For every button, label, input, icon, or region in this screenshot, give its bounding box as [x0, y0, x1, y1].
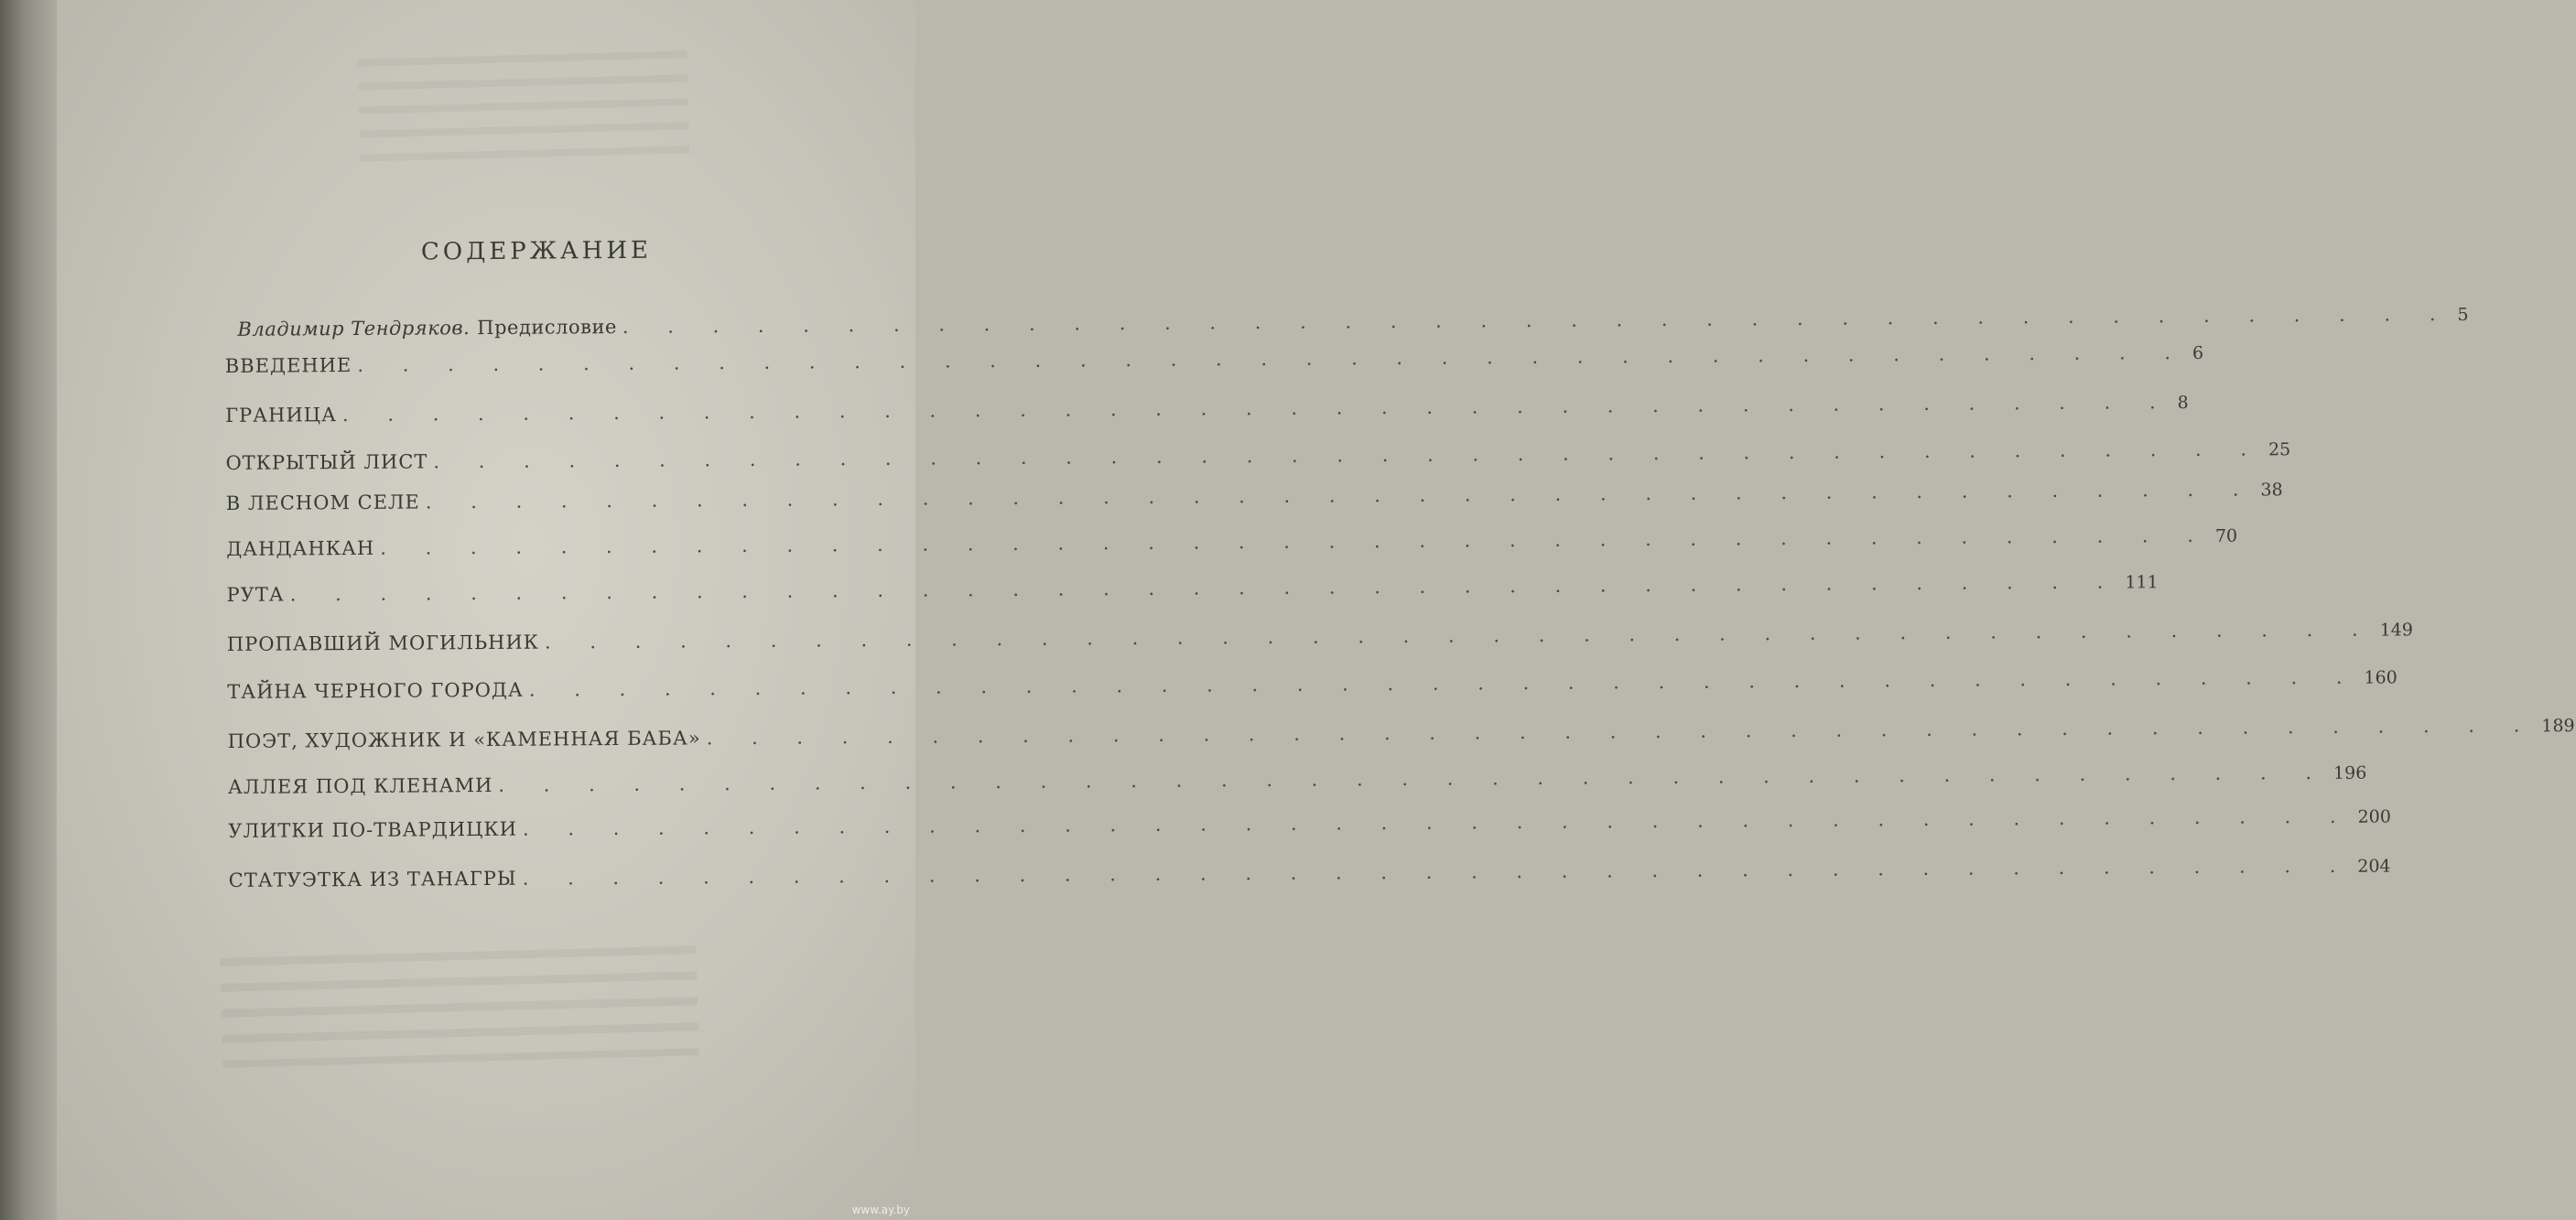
- toc-entry-page: 25: [2268, 439, 2291, 460]
- toc-entry-label: УЛИТКИ ПО-ТВАРДИЦКИ: [228, 817, 518, 842]
- toc-entry-label: ГРАНИЦА: [225, 404, 338, 426]
- toc-leader-dots: . . . . . . . . . . . . . . . . . . . . . . . . . . . . . . . . . . . . . . . . .: [341, 391, 2172, 426]
- toc-entry-page: 189: [2541, 716, 2575, 737]
- toc-entry: [225, 391, 2189, 436]
- toc-entry: [224, 341, 2204, 386]
- toc-leader-dots: . . . . . . . . . . . . . . . . . . . . . . . . . . . . . . . . . . . . . . . . .: [522, 854, 2353, 890]
- toc-entry-page: 8: [2177, 393, 2189, 414]
- toc-leader-dots: . . . . . . . . . . . . . . . . . . . . . . . . . . . . . . . . . . . . . . . . .: [425, 478, 2256, 513]
- bleed-through-block-top: [357, 50, 689, 168]
- toc-entry-page: 5: [2457, 304, 2469, 325]
- toc-entry-label: ПРОПАВШИЙ МОГИЛЬНИК: [226, 631, 540, 655]
- toc-leader-dots: . . . . . . . . . . . . . . . . . . . . . . . . . . . . . . . . . . . . . . . . .: [433, 437, 2264, 473]
- bleed-through-block-bottom: [221, 945, 699, 1068]
- toc-leader-dots: . . . . . . . . . . . . . . . . . . . . . . . . . . . . . . . . . . . . . . . . .: [622, 303, 2452, 338]
- toc-entry-label: ВВЕДЕНИЕ: [224, 354, 352, 377]
- toc-entry: [227, 665, 2397, 712]
- toc-entry: [225, 478, 2283, 524]
- toc-entry-label: ПОЭТ, ХУДОЖНИК И «КАМЕННАЯ БАБА»: [227, 727, 701, 752]
- toc-entry-page: 6: [2192, 342, 2204, 363]
- toc-entry-page: 70: [2214, 525, 2238, 546]
- toc-entry: [226, 618, 2413, 664]
- toc-entry-page: 111: [2125, 572, 2159, 593]
- toc-leader-dots: . . . . . . . . . . . . . . . . . . . . . . . . . . . . . . . . . . . . . . . . .: [544, 618, 2375, 653]
- toc-entry-label: Предисловие: [477, 316, 617, 340]
- toc-leader-dots: . . . . . . . . . . . . . . . . . . . . . . . . . . . . . . . . . . . . . . . . .: [289, 570, 2120, 606]
- toc-entry-label: СТАТУЭТКА ИЗ ТАНАГРЫ: [228, 867, 517, 891]
- toc-entry-label: РУТА: [226, 583, 285, 606]
- toc-entry: [226, 570, 2159, 615]
- toc-leader-dots: . . . . . . . . . . . . . . . . . . . . . . . . . . . . . . . . . . . . . . . . .: [380, 524, 2210, 559]
- toc-entry: [227, 714, 2575, 761]
- toc-entry-page: 149: [2379, 620, 2413, 641]
- toc-leader-dots: . . . . . . . . . . . . . . . . . . . . . . . . . . . . . . . . . . . . . . . . .: [498, 761, 2329, 796]
- toc-entry-label: ОТКРЫТЫЙ ЛИСТ: [225, 450, 428, 474]
- toc-entry: [228, 854, 2391, 901]
- toc-entry-page: 200: [2357, 806, 2391, 827]
- toc-leader-dots: . . . . . . . . . . . . . . . . . . . . . . . . . . . . . . . . . . . . . . . . .: [528, 665, 2359, 701]
- toc-leader-dots: . . . . . . . . . . . . . . . . . . . . . . . . . . . . . . . . . . . . . . . . .: [357, 341, 2188, 376]
- toc-entry-label: ТАЙНА ЧЕРНОГО ГОРОДА: [227, 678, 524, 703]
- toc-entry-page: 196: [2332, 762, 2367, 783]
- toc-entry-label: В ЛЕСНОМ СЕЛЕ: [225, 491, 420, 514]
- toc-entry: [227, 761, 2367, 807]
- toc-leader-dots: . . . . . . . . . . . . . . . . . . . . . . . . . . . . . . . . . . . . . . . . .: [522, 804, 2353, 840]
- toc-entry: [228, 804, 2391, 851]
- site-watermark: www.ay.by: [851, 1204, 910, 1216]
- toc-entry: [225, 437, 2291, 483]
- toc-entry-author: Владимир Тендряков.: [237, 317, 471, 340]
- toc-entry-page: 160: [2364, 667, 2397, 688]
- toc-entry: [226, 524, 2238, 569]
- toc-leader-dots: . . . . . . . . . . . . . . . . . . . . . . . . . . . . . . . . . . . . . . . . .: [706, 714, 2537, 750]
- toc-title: СОДЕРЖАНИЕ: [420, 236, 653, 266]
- toc-entry-label: ДАНДАНКАН: [226, 536, 375, 560]
- book-spine-shadow: [0, 0, 64, 1220]
- toc-entry-preface: [237, 303, 2469, 350]
- toc-entry-page: 38: [2260, 480, 2283, 501]
- toc-entry-page: 204: [2357, 856, 2391, 877]
- toc-entry-label: АЛЛЕЯ ПОД КЛЕНАМИ: [227, 773, 493, 798]
